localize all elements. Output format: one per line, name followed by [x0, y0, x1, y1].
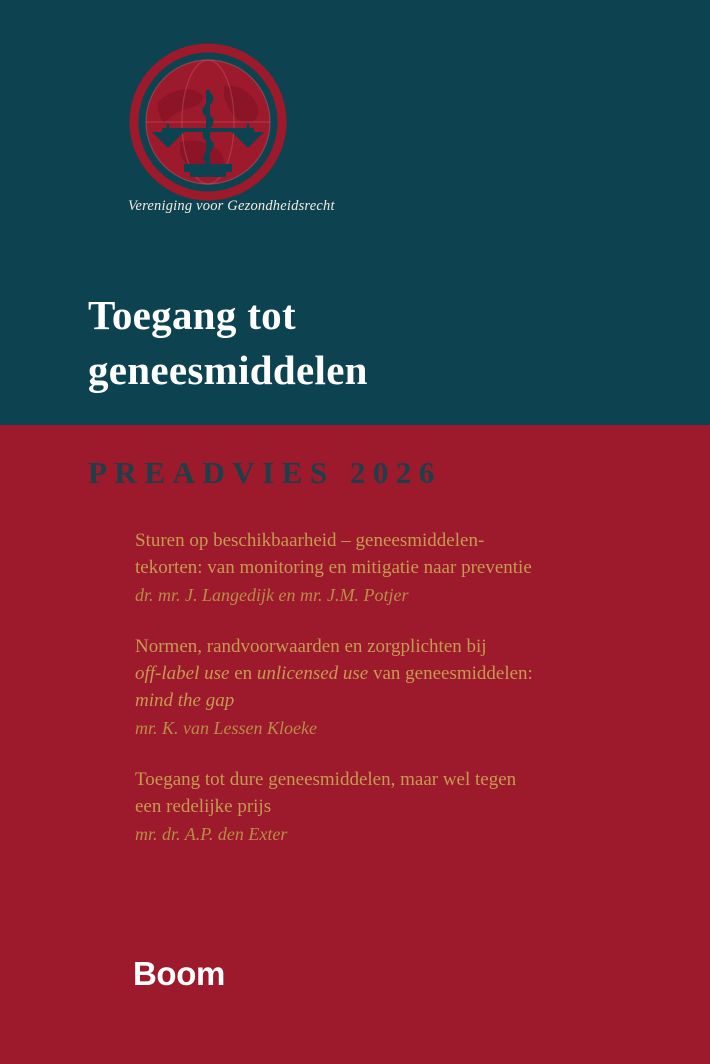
contribution-title — [135, 767, 645, 821]
vereniging-voor-gezondheidsrecht-logo — [128, 42, 288, 202]
contribution-title-part-1: Normen, randvoorwaarden en zorgplichten bij — [135, 635, 487, 657]
contributions-list — [135, 528, 645, 873]
contribution-title-italic-3: mind the gap — [135, 689, 235, 711]
contribution-title-italic-1: off-label use — [135, 662, 230, 684]
contribution-title — [135, 528, 645, 582]
contribution-title-mid-1: en — [229, 662, 257, 684]
contribution-author: mr. K. van Lessen Kloeke — [135, 717, 317, 738]
contribution-title-part-1: Toegang tot dure geneesmiddelen, maar wel tegen — [135, 768, 517, 790]
contribution-title-italic-2: unlicensed use — [256, 662, 369, 684]
publisher-logo: Boom — [133, 955, 225, 992]
list-item — [135, 528, 645, 609]
contribution-author: mr. dr. A.P. den Exter — [135, 823, 288, 844]
contribution-author: dr. mr. J. Langedijk en mr. J.M. Potjer — [135, 584, 409, 605]
contribution-title — [135, 634, 645, 715]
title-line-1: Toegang tot — [88, 292, 296, 338]
contribution-title-part-2: tekorten: van monitoring en mitigatie naar preventie — [135, 556, 532, 578]
contribution-title-part-1: Sturen op beschikbaarheid – geneesmiddelen- — [135, 530, 485, 551]
list-item — [135, 767, 645, 848]
association-name: Vereniging voor Gezondheidsrecht — [128, 198, 335, 214]
series-label: PREADVIES 2026 — [88, 455, 442, 490]
list-item — [135, 634, 645, 742]
contribution-title-mid-2: van geneesmiddelen: — [368, 662, 533, 684]
title-line-2: geneesmiddelen — [88, 346, 368, 393]
page-title — [88, 288, 648, 397]
contribution-title-part-2: een redelijke prijs — [135, 795, 272, 817]
